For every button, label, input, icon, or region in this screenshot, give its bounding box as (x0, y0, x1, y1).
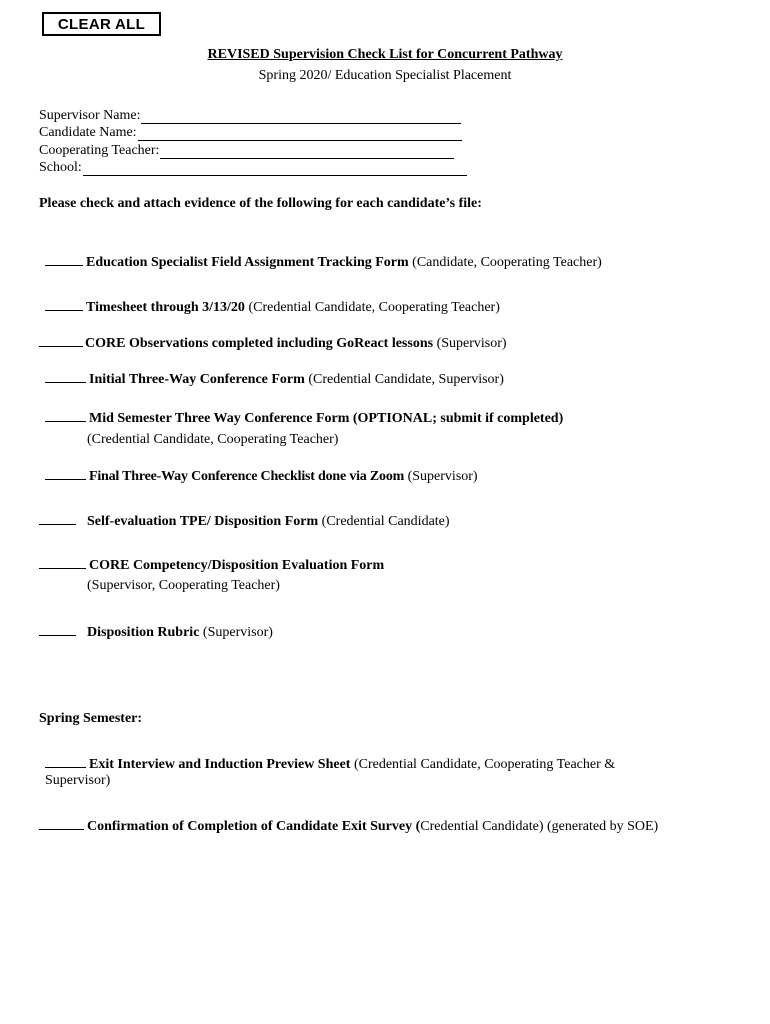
checklist-item (45, 755, 615, 773)
school-label: School: (39, 160, 82, 175)
form-subtitle: Spring 2020/ Education Specialist Placement (258, 68, 512, 83)
item-detail: (Supervisor) (404, 469, 478, 484)
supervisor-name-row (39, 108, 461, 124)
candidate-name-field[interactable] (138, 126, 462, 141)
instructions: Please check and attach evidence of the following for each candidate’s file: (39, 196, 482, 211)
checkbox-blank[interactable] (39, 512, 76, 525)
cooperating-teacher-field[interactable] (160, 144, 454, 159)
checklist-item (45, 253, 602, 271)
checkbox-blank[interactable] (45, 298, 83, 311)
checklist-item (45, 370, 504, 388)
checklist-item (45, 409, 563, 427)
checklist-item (45, 467, 478, 485)
checkbox-blank[interactable] (39, 817, 84, 830)
supervisor-name-label: Supervisor Name: (39, 108, 141, 123)
item-detail-continued: (Supervisor, Cooperating Teacher) (87, 578, 280, 593)
item-title: Disposition Rubric (87, 625, 200, 640)
item-title: Final Three-Way Conference Checklist done via Zoom (89, 469, 405, 484)
checkbox-blank[interactable] (45, 253, 83, 266)
checklist-item (39, 512, 450, 530)
item-detail: (Credential Candidate) (318, 514, 450, 529)
item-detail: (Credential Candidate, Supervisor) (304, 372, 504, 387)
checklist-item (45, 298, 500, 316)
supervisor-name-field[interactable] (141, 109, 461, 124)
candidate-name-label: Candidate Name: (39, 125, 137, 140)
item-detail: (Supervisor) (199, 625, 273, 640)
item-detail: (Candidate, Cooperating Teacher) (408, 255, 602, 270)
checklist-item (39, 556, 384, 574)
item-title: CORE Competency/Disposition Evaluation Form (89, 558, 385, 573)
spring-semester-heading: Spring Semester: (39, 711, 143, 726)
checkbox-blank[interactable] (45, 755, 86, 768)
item-title: Timesheet through 3/13/20 (86, 300, 245, 315)
checklist-item (39, 817, 658, 835)
item-detail: (Credential Candidate, Cooperating Teacher) (244, 300, 500, 315)
item-title: CORE Observations completed including GoReact lessons (85, 336, 434, 351)
item-detail-continued: (Credential Candidate, Cooperating Teacher) (87, 432, 339, 447)
cooperating-teacher-row (39, 143, 454, 159)
checklist-item (39, 623, 273, 641)
item-detail: Credential Candidate) (generated by SOE) (420, 819, 659, 834)
school-field[interactable] (83, 161, 467, 176)
item-title: Initial Three-Way Conference Form (89, 372, 305, 387)
item-title: Self-evaluation TPE/ Disposition Form (87, 514, 319, 529)
checkbox-blank[interactable] (45, 467, 86, 480)
checkbox-blank[interactable] (45, 370, 86, 383)
cooperating-teacher-label: Cooperating Teacher: (39, 143, 160, 158)
checkbox-blank[interactable] (39, 334, 83, 347)
item-title: Mid Semester Three Way Conference Form (OPTIONAL; submit if completed) (89, 411, 564, 426)
item-title: Confirmation of Completion of Candidate Exit Survey ( (87, 819, 421, 834)
form-title: REVISED Supervision Check List for Concurrent Pathway (207, 47, 563, 62)
checklist-item (39, 334, 507, 352)
item-detail-continued: Supervisor) (45, 773, 111, 788)
item-detail: (Supervisor) (433, 336, 507, 351)
item-title: Education Specialist Field Assignment Tracking Form (86, 255, 409, 270)
clear-all-button[interactable]: CLEAR ALL (42, 12, 161, 36)
item-title: Exit Interview and Induction Preview Sheet (89, 757, 351, 772)
school-row (39, 160, 467, 176)
item-detail: (Credential Candidate, Cooperating Teacher & (350, 757, 616, 772)
checkbox-blank[interactable] (45, 409, 86, 422)
checkbox-blank[interactable] (39, 556, 86, 569)
checkbox-blank[interactable] (39, 623, 76, 636)
candidate-name-row (39, 125, 462, 141)
